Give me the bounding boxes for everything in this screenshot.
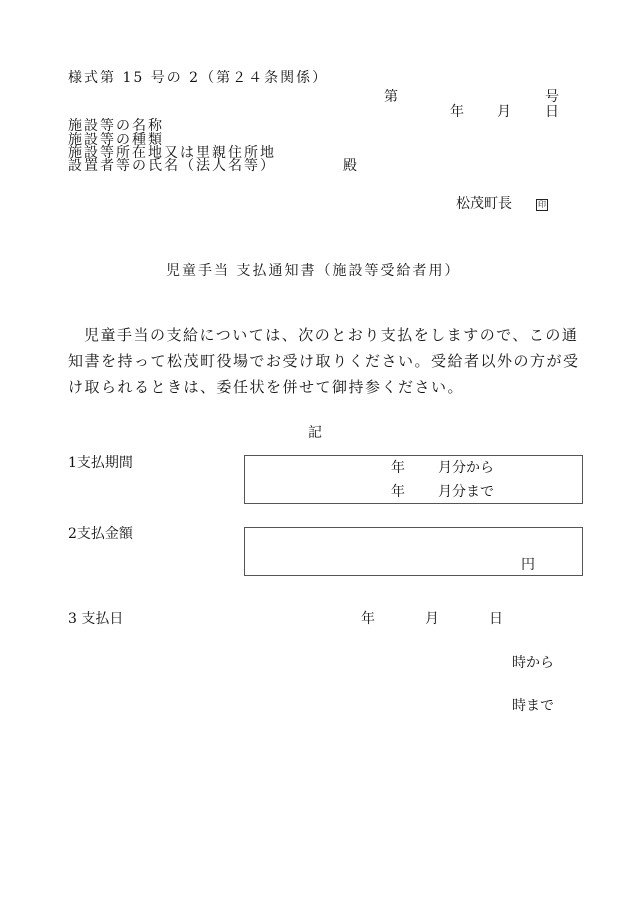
period-box	[244, 455, 583, 504]
form-number: 様式第 15 号の 2（第２４条関係）	[68, 70, 329, 86]
date-year: 年	[450, 104, 464, 120]
ki-marker: 記	[308, 425, 322, 441]
period-from-year: 年	[391, 460, 405, 476]
amount-label: 2支払金額	[68, 526, 133, 542]
pay-date-label: 3 支払日	[68, 611, 124, 627]
date-month: 月	[497, 104, 511, 120]
doc-number-go: 号	[545, 89, 559, 105]
pay-time-to: 時まで	[512, 698, 554, 714]
period-to-year: 年	[391, 484, 405, 500]
facility-address-label: 施設等所在地又は里親住所地	[68, 145, 276, 161]
pay-time-from: 時から	[512, 655, 554, 671]
amount-yen: 円	[521, 557, 535, 573]
doc-number-dai: 第	[384, 89, 398, 105]
facility-type-label: 施設等の種類	[68, 132, 164, 148]
period-to-month: 月分まで	[438, 484, 494, 500]
founder-name-label: 設置者等の氏名（法人名等）	[68, 158, 276, 174]
date-day: 日	[545, 104, 559, 120]
body-line: け取られるときは、委任状を併せて御持参ください。	[68, 378, 465, 396]
dono-honorific: 殿	[343, 158, 357, 174]
facility-name-label: 施設等の名称	[68, 118, 164, 134]
pay-date-month: 月	[425, 611, 439, 627]
issuer-title: 松茂町長	[456, 196, 512, 212]
body-line: 児童手当の支給については、次のとおり支払をしますので、この通	[84, 326, 579, 344]
seal-mark: 印	[538, 200, 546, 209]
period-from-month: 月分から	[438, 460, 494, 476]
amount-box	[244, 527, 583, 576]
pay-date-year: 年	[361, 611, 375, 627]
body-line: 知書を持って松茂町役場でお受け取りください。受給者以外の方が受	[68, 352, 580, 370]
document-title: 児童手当 支払通知書（施設等受給者用）	[166, 263, 461, 279]
period-label: 1支払期間	[68, 455, 133, 471]
pay-date-day: 日	[489, 611, 503, 627]
